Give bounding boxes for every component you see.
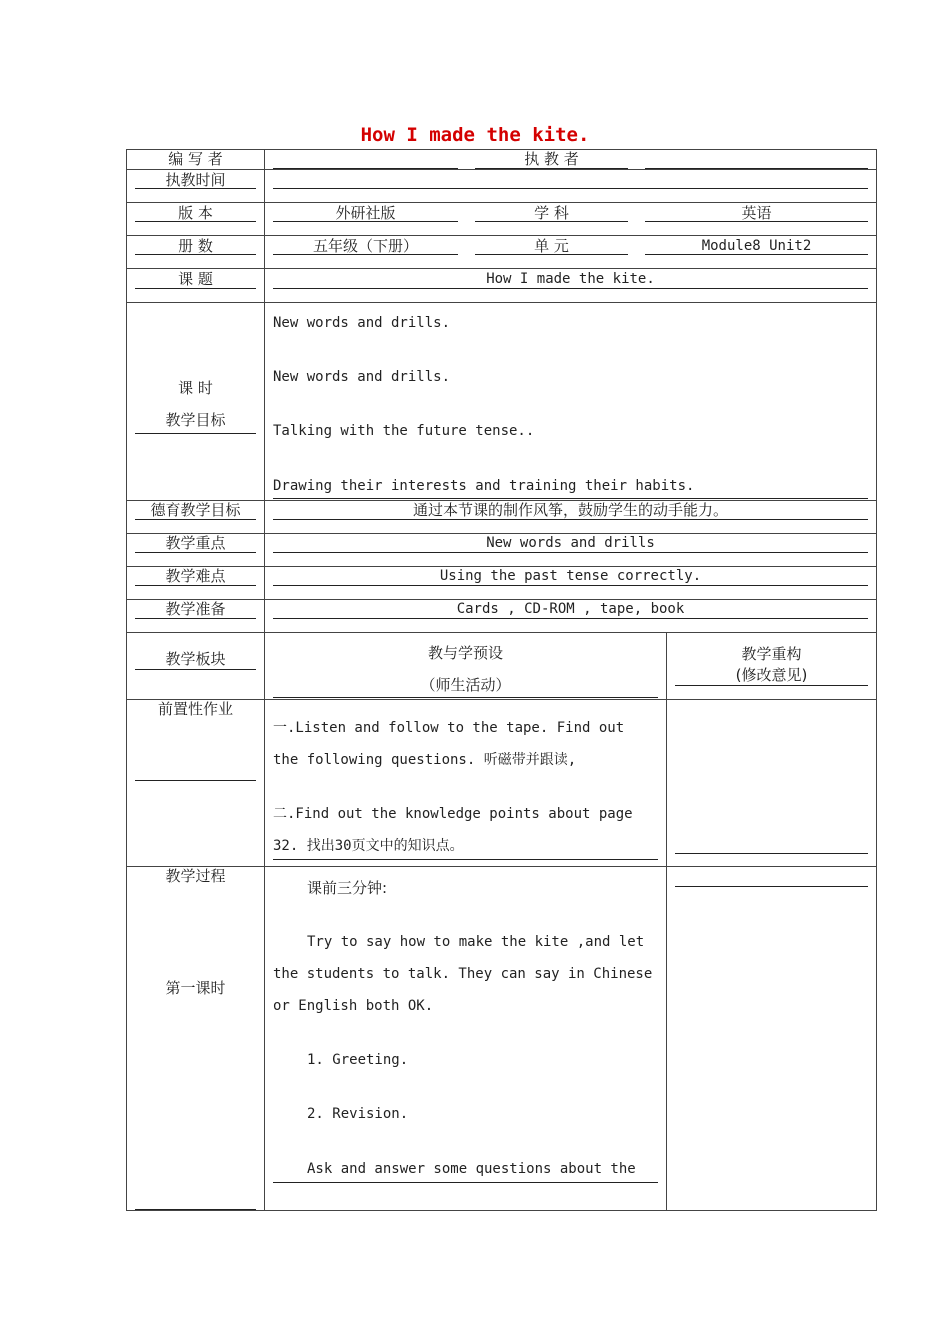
process-label: 教学过程 bbox=[165, 867, 226, 885]
row-divider bbox=[127, 202, 876, 203]
volume-value: 五年级（下册） bbox=[312, 237, 418, 255]
row-divider bbox=[127, 268, 876, 269]
process-line: 1. Greeting. bbox=[307, 1052, 409, 1068]
goal-item: Drawing their interests and training their habits. bbox=[273, 478, 695, 494]
row-divider bbox=[127, 169, 876, 170]
unit-label: 单 元 bbox=[534, 237, 569, 255]
plan-title: 教与学预设 bbox=[427, 644, 503, 662]
teacher-label: 执 教 者 bbox=[524, 150, 579, 168]
rebuild-subtitle: (修改意见) bbox=[735, 666, 808, 684]
topic-value: How I made the kite. bbox=[486, 271, 655, 287]
unit-value: Module8 Unit2 bbox=[701, 238, 812, 254]
column-divider bbox=[264, 150, 265, 1210]
key-point-label: 教学重点 bbox=[165, 534, 226, 552]
block-label: 教学板块 bbox=[165, 650, 226, 668]
difficulty-value: Using the past tense correctly. bbox=[439, 568, 702, 584]
process-line: Try to say how to make the kite ,and let bbox=[307, 934, 645, 950]
process-line: 2. Revision. bbox=[307, 1106, 409, 1122]
pre-homework-line: the following questions. 听磁带并跟读, bbox=[273, 752, 577, 768]
row-divider bbox=[127, 632, 876, 633]
goal-item: New words and drills. bbox=[273, 315, 451, 331]
rebuild-title: 教学重构 bbox=[741, 645, 802, 663]
lesson-label: 课 时 bbox=[178, 379, 213, 397]
edition-label: 版 本 bbox=[178, 204, 213, 222]
subject-value: 英语 bbox=[741, 204, 772, 222]
edition-value: 外研社版 bbox=[335, 204, 396, 222]
moral-goal-value: 通过本节课的制作风筝，鼓励学生的动手能力。 bbox=[412, 501, 728, 519]
row-divider bbox=[127, 302, 876, 303]
writer-label: 编 写 者 bbox=[168, 150, 223, 168]
difficulty-label: 教学难点 bbox=[165, 567, 226, 585]
pre-homework-line: 二.Find out the knowledge points about page bbox=[273, 806, 633, 822]
preparation-value: Cards , CD-ROM , tape, book bbox=[456, 601, 685, 617]
volume-label: 册 数 bbox=[178, 237, 213, 255]
process-line: Ask and answer some questions about the bbox=[307, 1161, 636, 1177]
topic-label: 课 题 bbox=[178, 270, 213, 288]
pre-homework-line: 32. 找出30页文中的知识点。 bbox=[273, 838, 464, 854]
lesson-plan-table bbox=[126, 149, 877, 1211]
document-title: How I made the kite. bbox=[360, 124, 590, 146]
pre-homework-line: 一.Listen and follow to the tape. Find out bbox=[273, 720, 625, 736]
goal-item: New words and drills. bbox=[273, 369, 451, 385]
process-line: or English both OK. bbox=[273, 998, 434, 1014]
goal-item: Talking with the future tense.. bbox=[273, 423, 535, 439]
period-label: 第一课时 bbox=[165, 979, 226, 997]
column-divider bbox=[666, 632, 667, 1210]
teaching-time-label: 执教时间 bbox=[165, 171, 226, 189]
key-point-value: New words and drills bbox=[486, 535, 655, 551]
moral-goal-label: 德育教学目标 bbox=[150, 501, 241, 519]
preparation-label: 教学准备 bbox=[165, 600, 226, 618]
subject-label: 学 科 bbox=[534, 204, 569, 222]
row-divider bbox=[127, 235, 876, 236]
goal-label: 教学目标 bbox=[165, 411, 226, 429]
pre-homework-label: 前置性作业 bbox=[157, 700, 233, 718]
process-line: the students to talk. They can say in Chinese bbox=[273, 966, 653, 982]
process-line: 课前三分钟: bbox=[307, 879, 388, 897]
plan-subtitle: （师生活动） bbox=[420, 676, 511, 694]
